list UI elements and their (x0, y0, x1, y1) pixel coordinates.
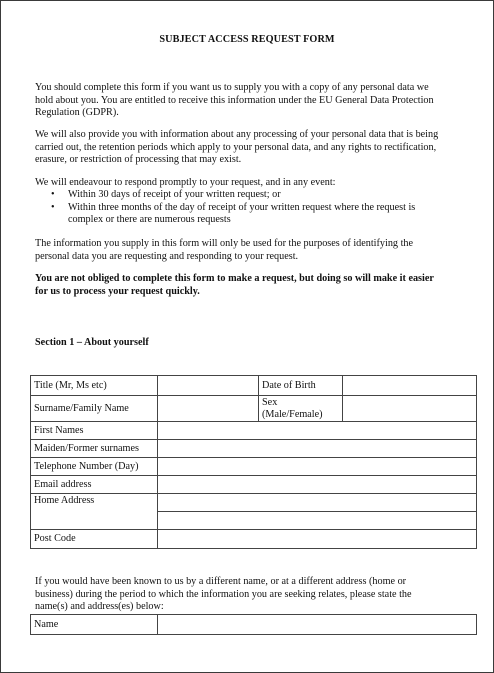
intro-paragraph: You should complete this form if you want us to supply you with a copy of any personal data we hold about you. You are entitled to receive this information under the EU General Data Protection Regulation (GDPR). (35, 82, 434, 119)
sex-field[interactable] (343, 396, 477, 422)
surname-field[interactable] (158, 396, 259, 422)
surname-label: Surname/Family Name (31, 396, 158, 422)
email-label: Email address (31, 476, 158, 494)
telephone-field[interactable] (158, 458, 477, 476)
post-code-label: Post Code (31, 530, 158, 549)
list-item (35, 202, 440, 227)
not-obliged-notice: You are not obliged to complete this form to make a request, but doing so will make it easier for us to process your request quickly. (35, 273, 434, 297)
telephone-label: Telephone Number (Day) (31, 458, 158, 476)
title-field[interactable] (158, 376, 259, 396)
about-yourself-table (30, 375, 477, 549)
email-field[interactable] (158, 476, 477, 494)
previous-names-paragraph: If you would have been known to us by a different name, or at a different address (home or business) during the period to which the information you are seeking relates, please state the name(s) and address(es) below: (35, 576, 412, 613)
bullet-text: Within 30 days of receipt of your written request; or (68, 189, 281, 200)
section-heading: Section 1 – About yourself (35, 337, 149, 348)
post-code-field[interactable] (158, 530, 477, 549)
first-names-field[interactable] (158, 422, 477, 440)
home-address-field[interactable] (158, 494, 477, 512)
title-label: Title (Mr, Ms etc) (31, 376, 158, 396)
home-address-field-line2[interactable] (158, 512, 477, 530)
dob-label: Date of Birth (259, 376, 343, 396)
name-label: Name (31, 615, 158, 635)
first-names-label: First Names (31, 422, 158, 440)
maiden-names-label: Maiden/Former surnames (31, 440, 158, 458)
bullet-icon: • (51, 189, 55, 200)
dob-field[interactable] (343, 376, 477, 396)
data-use-paragraph: The information you supply in this form will only be used for the purposes of identifying the personal data you are requesting and responding to your request. (35, 238, 414, 262)
other-names-table (30, 614, 477, 635)
name-field[interactable] (158, 615, 477, 635)
page-title: SUBJECT ACCESS REQUEST FORM (159, 34, 335, 45)
bullet-icon: • (51, 201, 55, 213)
maiden-names-field[interactable] (158, 440, 477, 458)
response-time-paragraph: We will endeavour to respond promptly to your request, and in any event: (35, 177, 336, 188)
home-address-label: Home Address (31, 494, 158, 530)
list-item (35, 189, 440, 202)
processing-info-paragraph: We will also provide you with information about any processing of your personal data that is being carried out, the retention periods which apply to your personal data, and any rights to rectification, erasure, or restriction of processing that may exist. (35, 129, 439, 166)
sex-label-line2: (Male/Female) (262, 408, 323, 420)
sex-label (259, 396, 343, 422)
response-time-list (35, 189, 440, 227)
sex-label-line1: Sex (262, 396, 278, 408)
bullet-text: Within three months of the day of receipt of your written request where the request is complex or there are numerous requests (68, 201, 416, 226)
